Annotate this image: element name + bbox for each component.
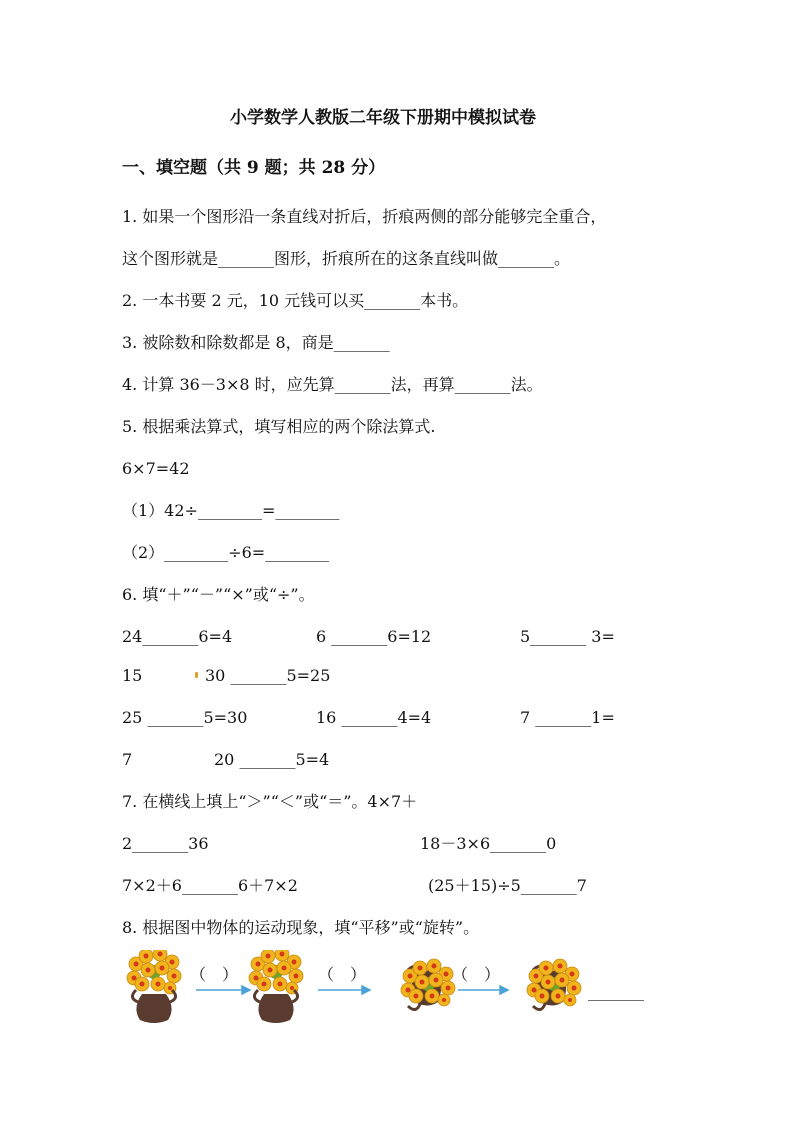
- answer-paren-1: （ ）: [190, 965, 239, 984]
- question-6-item: 16 _______4=4: [316, 708, 432, 727]
- question-1-line-2: 这个图形就是_______图形，折痕所在的这条直线叫做_______。: [122, 249, 571, 268]
- question-6-item: 7 _______1=: [520, 708, 615, 727]
- page-title: 小学数学人教版二年级下册期中模拟试卷: [230, 108, 536, 128]
- question-4: 4. 计算 36－3×8 时，应先算_______法，再算_______法。: [122, 375, 543, 394]
- question-2: 2. 一本书要 2 元，10 元钱可以买_______本书。: [122, 291, 469, 310]
- question-5-equation: 6×7=42: [122, 459, 190, 478]
- question-7-item: (25＋15)÷5_______7: [428, 876, 587, 895]
- question-1-line-1: 1. 如果一个图形沿一条直线对折后，折痕两侧的部分能够完全重合，: [122, 207, 607, 226]
- stray-mark: [195, 672, 198, 678]
- question-5-part-2: （2）________÷6=________: [122, 543, 330, 562]
- answer-paren-2: （ ）: [318, 965, 367, 984]
- answer-paren-3: （ ）: [452, 965, 501, 984]
- question-6-stem: 6. 填“＋”“－”“×”或“÷”。: [122, 585, 315, 604]
- question-6-item: 24_______6=4: [122, 627, 233, 646]
- vase-upright-1: [127, 950, 181, 994]
- question-5-stem: 5. 根据乘法算式，填写相应的两个除法算式.: [122, 417, 436, 436]
- question-7-item: 2_______36: [122, 834, 209, 853]
- question-6-item: 15: [122, 666, 143, 685]
- question-6-item: 7: [122, 750, 133, 769]
- arrow-icon: [196, 986, 508, 994]
- vase-upright-2: [249, 950, 303, 994]
- question-8-stem: 8. 根据图中物体的运动现象，填“平移”或“旋转”。: [122, 918, 480, 937]
- question-6-item: 25 _______5=30: [122, 708, 248, 727]
- question-3: 3. 被除数和除数都是 8，商是_______: [122, 333, 390, 352]
- question-7-item: 7×2＋6_______6＋7×2: [122, 876, 298, 895]
- question-6-item: 20 _______5=4: [214, 750, 330, 769]
- question-5-part-1: （1）42÷________=________: [122, 501, 340, 520]
- section-heading: 一、填空题（共 9 题；共 28 分）: [122, 158, 386, 178]
- answer-blank: _______: [588, 982, 644, 1001]
- question-7-stem: 7. 在横线上填上“＞”“＜”或“＝”。4×7＋: [122, 792, 418, 811]
- question-6-item: 30 _______5=25: [205, 666, 331, 685]
- question-7-item: 18－3×6_______0: [420, 834, 557, 853]
- question-6-item: 5_______ 3=: [520, 627, 615, 646]
- question-6-item: 6 _______6=12: [316, 627, 432, 646]
